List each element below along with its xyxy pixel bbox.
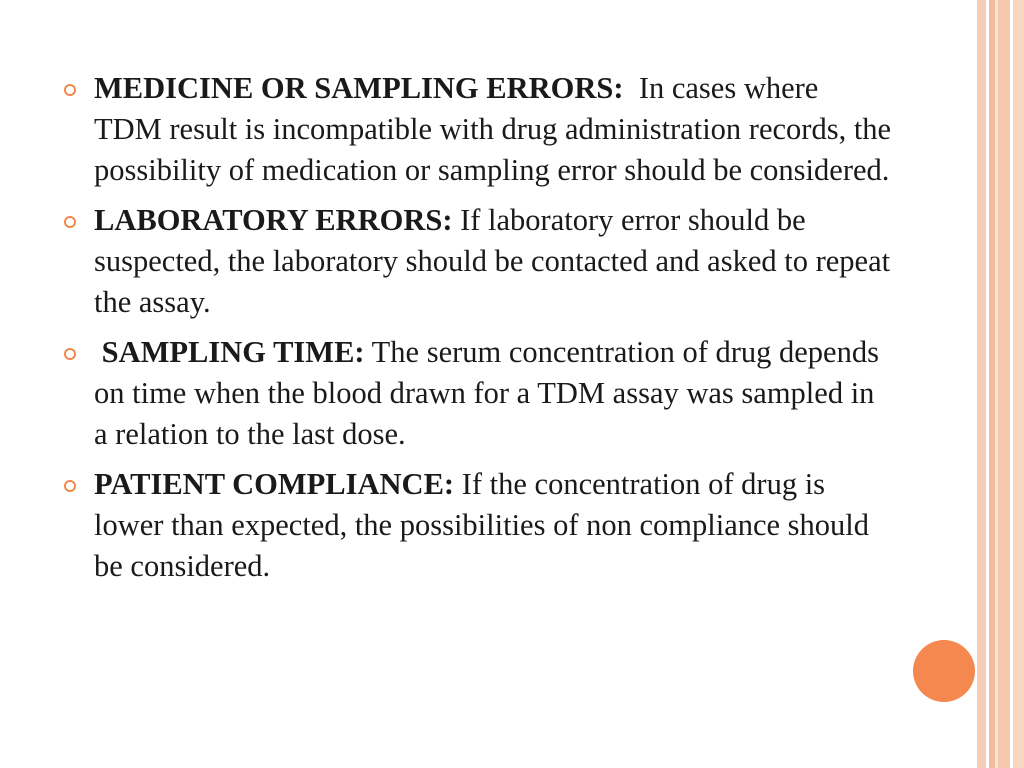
bullet-heading: SAMPLING TIME: [94, 335, 365, 369]
bullet-item-medicine-sampling-errors [62, 68, 892, 191]
ring-bullet-icon [64, 348, 76, 360]
ring-bullet-icon [64, 84, 76, 96]
bullet-item-patient-compliance [62, 464, 892, 587]
decorative-stripe [977, 0, 986, 768]
bullet-list [62, 68, 892, 596]
bullet-item-sampling-time [62, 332, 892, 455]
bullet-heading: PATIENT COMPLIANCE: [94, 467, 455, 501]
bullet-text: The serum concentration of drug depends on time when the blood drawn for a TDM assay was sampled in a relation to the last dose. [94, 335, 879, 451]
bullet-text: If laboratory error should be suspected, the laboratory should be contacted and asked to repeat the assay. [94, 203, 891, 319]
accent-circle [913, 640, 975, 702]
bullet-text: If the concentration of drug is lower than expected, the possibilities of non compliance should be considered. [94, 467, 870, 583]
bullet-heading: LABORATORY ERRORS: [94, 203, 453, 237]
bullet-heading: MEDICINE OR SAMPLING ERRORS: [94, 71, 624, 105]
decorative-stripe [998, 0, 1010, 768]
bullet-text: In cases where TDM result is incompatible with drug administration records, the possibility of medication or sampling error should be considered. [94, 71, 892, 187]
decorative-stripe [1013, 0, 1024, 768]
bullet-item-laboratory-errors [62, 200, 892, 323]
ring-bullet-icon [64, 216, 76, 228]
ring-bullet-icon [64, 480, 76, 492]
